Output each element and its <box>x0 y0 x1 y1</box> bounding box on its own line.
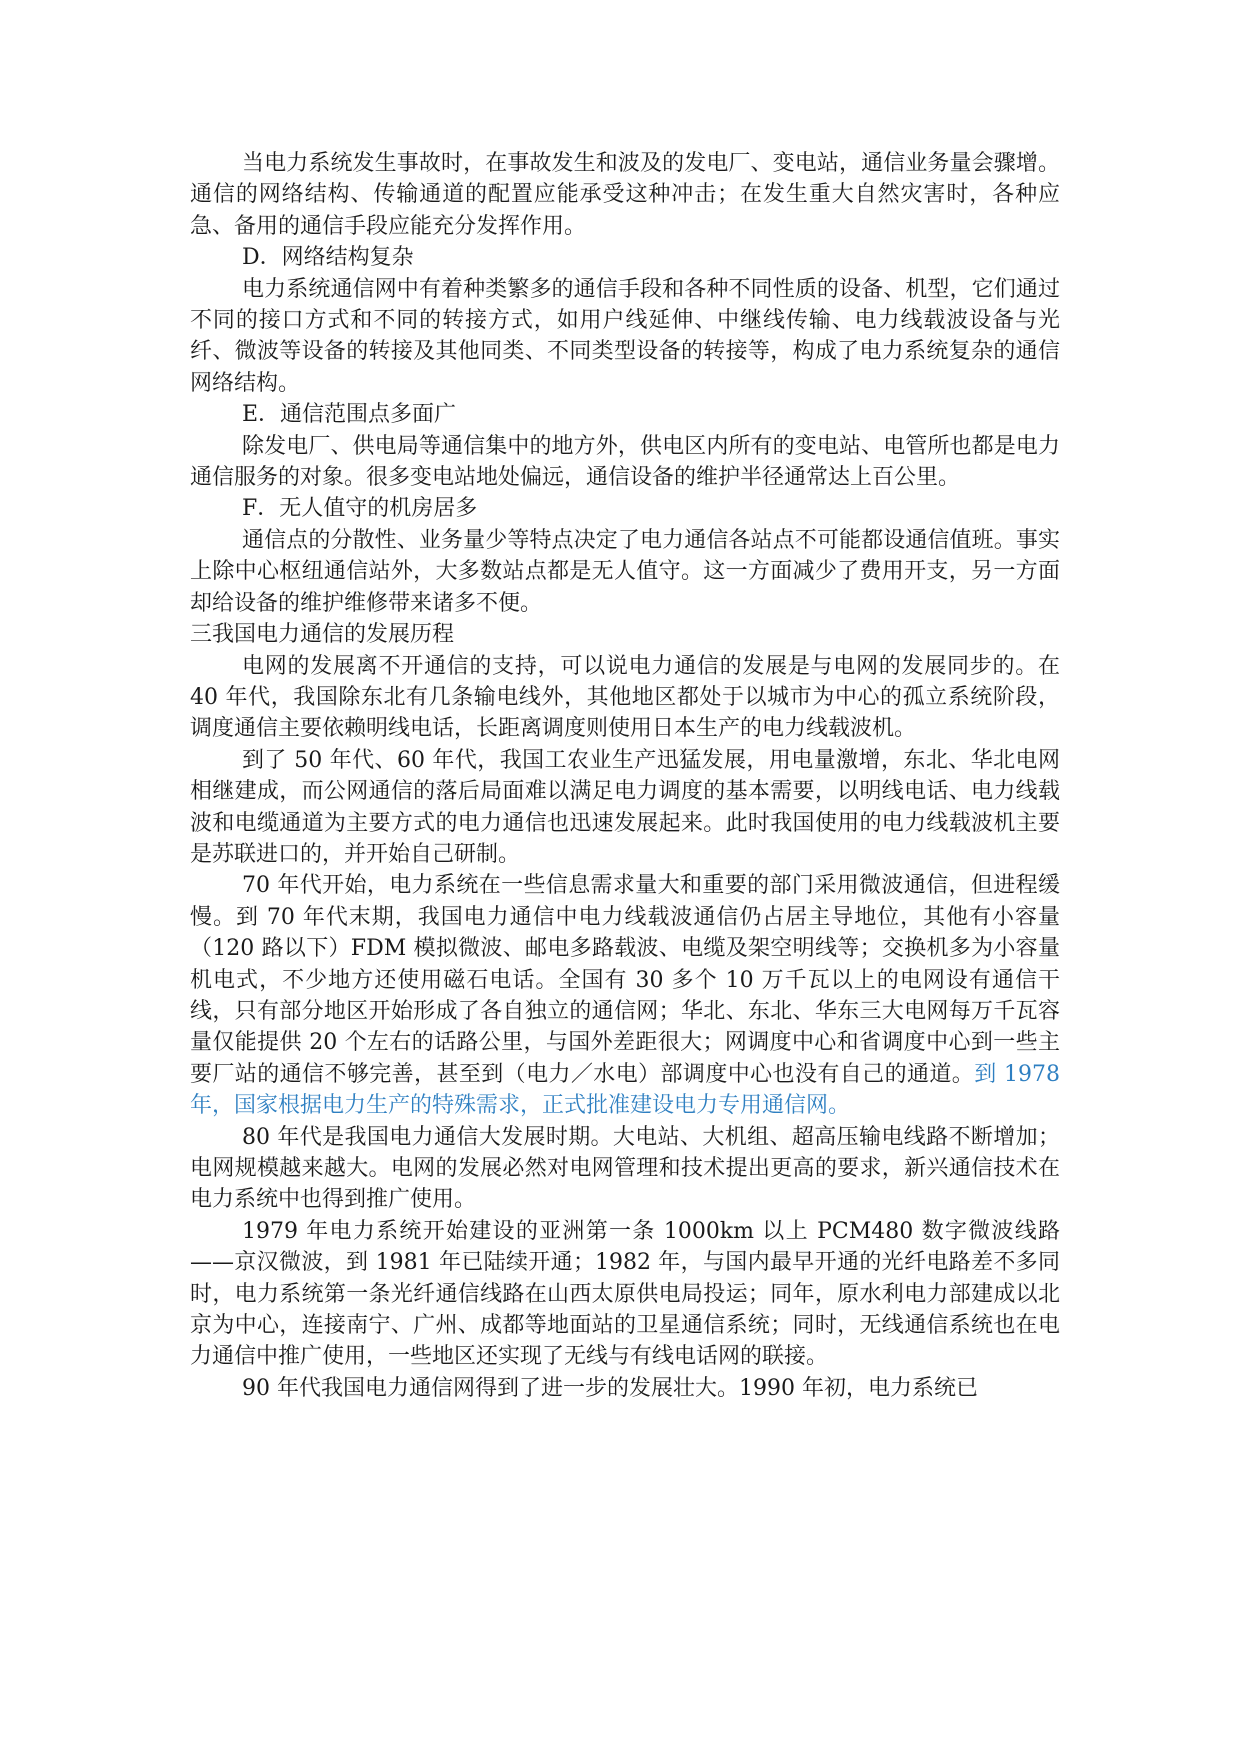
paragraph-communication-range: 除发电厂、供电局等通信集中的地方外，供电区内所有的变电站、电管所也都是电力通信服务的对象。很多变电站地处偏远，通信设备的维护半径通常达上百公里。 <box>190 433 1060 491</box>
paragraph-unattended-rooms: 通信点的分散性、业务量少等特点决定了电力通信各站点不可能都设通信值班。事实上除中心枢纽通信站外，大多数站点都是无人值守。这一方面减少了费用开支，另一方面却给设备的维护维修带来诸多不便。 <box>190 527 1060 616</box>
heading-communication-range: E．通信范围点多面广 <box>242 402 457 428</box>
paragraph-1940s: 电网的发展离不开通信的支持，可以说电力通信的发展是与电网的发展同步的。在 40 年代，我国除东北有几条输电线外，其他地区都处于以城市为中心的孤立系统阶段，调度通信主要依赖明线电话，长距离调度则使用日本生产的电力线载波机。 <box>190 653 1060 742</box>
heading-network-structure: D．网络结构复杂 <box>242 245 414 271</box>
paragraph-1970s <box>190 870 1060 1121</box>
paragraph-1990s: 90 年代我国电力通信网得到了进一步的发展壮大。1990 年初，电力系统已 <box>242 1375 978 1401</box>
paragraph-network-structure: 电力系统通信网中有着种类繁多的通信手段和各种不同性质的设备、机型，它们通过不同的接口方式和不同的转接方式，如用户线延伸、中继线传输、电力线载波设备与光纤、微波等设备的转接及其他同类、不同类型设备的转接等，构成了电力系统复杂的通信网络结构。 <box>190 276 1060 396</box>
paragraph-emergency-communication: 当电力系统发生事故时，在事故发生和波及的发电厂、变电站，通信业务量会骤增。通信的网络结构、传输通道的配置应能承受这种冲击；在发生重大自然灾害时，各种应急、备用的通信手段应能充分发挥作用。 <box>190 151 1060 239</box>
paragraph-1979-microwave: 1979 年电力系统开始建设的亚洲第一条 1000km 以上 PCM480 数字微波线路——京汉微波，到 1981 年已陆续开通；1982 年，与国内最早开通的光纤电路差不多同时，电力系统第一条光纤通信线路在山西太原供电局投运；同年，原水利电力部建成以北京为中心，连接南宁、广州、成都等地面站的卫星通信系统；同时，无线通信系统也在电力通信中推广使用，一些地区还实现了无线与有线电话网的联接。 <box>190 1218 1060 1370</box>
paragraph-1970s-text: 70 年代开始，电力系统在一些信息需求量大和重要的部门采用微波通信，但进程缓慢。到 70 年代末期，我国电力通信中电力线载波通信仍占居主导地位，其他有小容量（120 路以下）FDM 模拟微波、邮电多路载波、电缆及架空明线等；交换机多为小容量机电式，不少地方还使用磁石电话。全国有 30 多个 10 万千瓦以上的电网设有通信干线，只有部分地区开始形成了各自独立的通信网；华北、东北、华东三大电网每万千瓦容量仅能提供 20 个左右的话路公里，与国外差距很大；网调度中心和省调度中心到一些主要厂站的通信不够完善，甚至到（电力／水电）部调度中心也没有自己的通道。 <box>190 873 1060 1087</box>
section-title-history: 三我国电力通信的发展历程 <box>190 622 455 648</box>
paragraph-1950s-1960s: 到了 50 年代、60 年代，我国工农业生产迅猛发展，用电量激增，东北、华北电网相继建成，而公网通信的落后局面难以满足电力调度的基本需要，以明线电话、电力线载波和电缆通道为主要方式的电力通信也迅速发展起来。此时我国使用的电力线载波机主要是苏联进口的，并开始自己研制。 <box>190 747 1060 867</box>
paragraph-1980s: 80 年代是我国电力通信大发展时期。大电站、大机组、超高压输电线路不断增加；电网规模越来越大。电网的发展必然对电网管理和技术提出更高的要求，新兴通信技术在电力系统中也得到推广使用。 <box>190 1124 1060 1213</box>
document-page <box>190 148 1060 1404</box>
highlighted-1978-approval: 到 1978 年，国家根据电力生产的特殊需求，正式批准建设电力专用通信网。 <box>190 1061 1060 1119</box>
heading-unattended-rooms: F．无人值守的机房居多 <box>242 496 478 522</box>
